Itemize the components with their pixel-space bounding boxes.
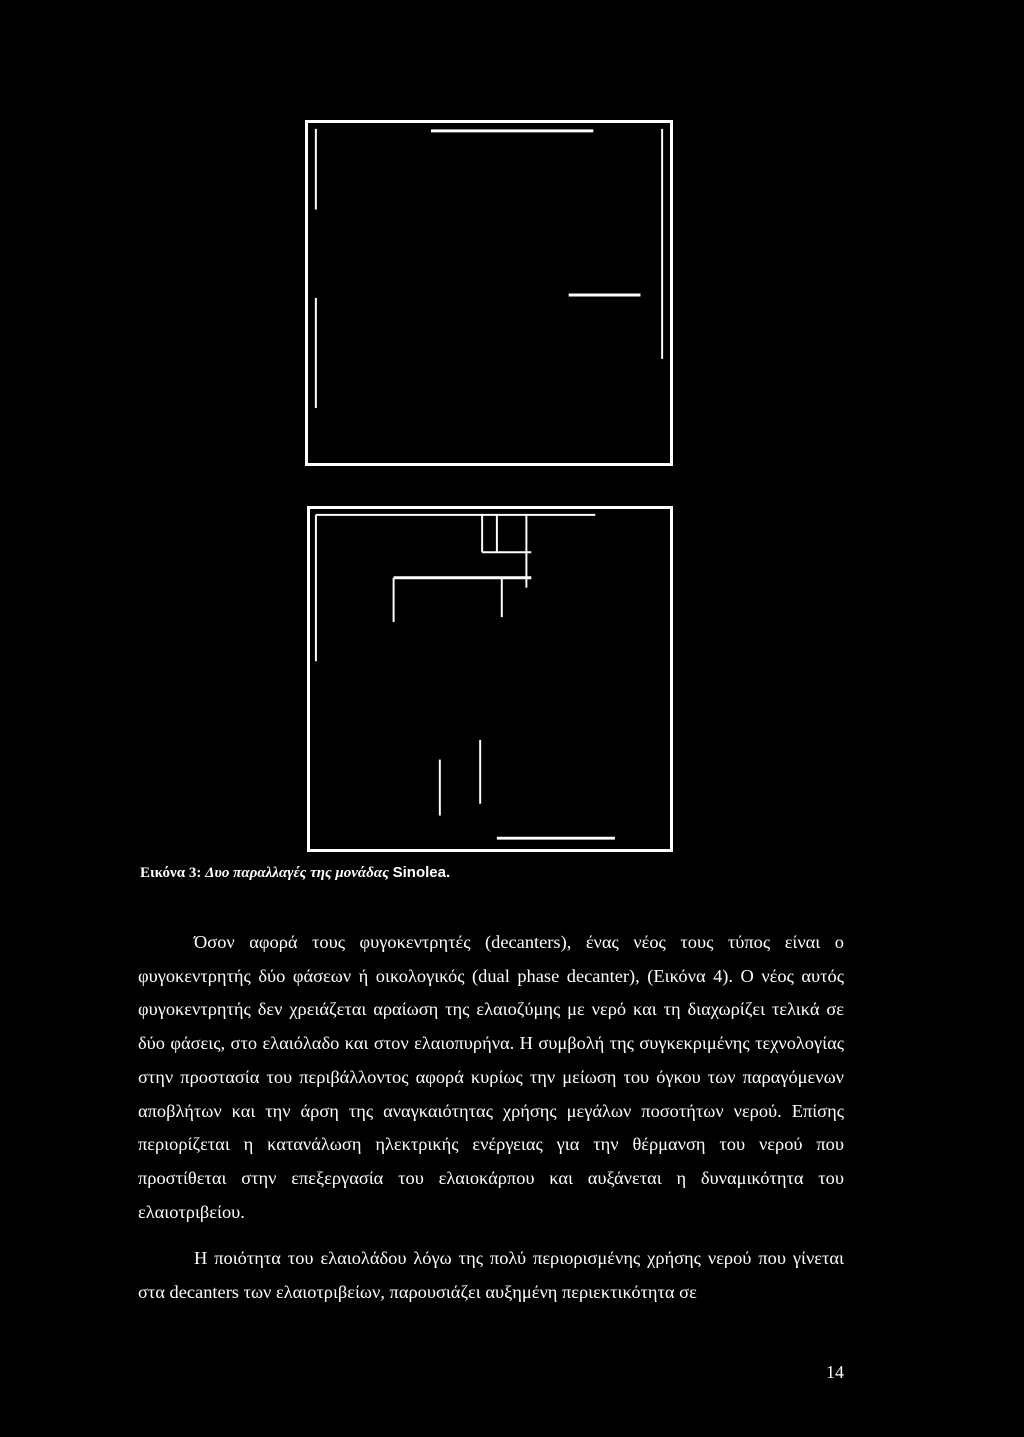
figure-bottom-drawing bbox=[310, 509, 670, 849]
figure-caption bbox=[140, 864, 450, 882]
page-number: 14 bbox=[826, 1362, 844, 1382]
caption-name: Sinolea. bbox=[392, 864, 451, 881]
caption-text: Δυο παραλλαγές της μονάδας bbox=[205, 865, 389, 881]
figure-image-top bbox=[305, 120, 673, 466]
paragraph-text: Η ποιότητα του ελαιολάδου λόγω της πολύ περιορισμένης χρήσης νερού που γίνεται στα decanters των ελαιοτριβείων, παρουσιάζει αυξημένη περιεκτικότητα σε bbox=[138, 1248, 844, 1302]
paragraph-text: Όσον αφορά τους φυγοκεντρητές (decanters), ένας νέος τους τύπος είναι ο φυγοκεντρητής δύο φάσεων ή οικολογικός (dual phase decanter), (Εικόνα 4). Ο νέος αυτός φυγοκεντρητής δεν χρειάζεται αραίωση της ελαιοζύμης με νερό και τη διαχωρίζει τελικά σε δύο φάσεις, στο ελαιόλαδο και στον ελαιοπυρήνα. Η συμβολή της συγκεκριμένης τεχνολογίας στην προστασία του περιβάλλοντος αφορά κυρίως την μείωση του όγκου των παραγόμενων αποβλήτων και την άρση της αναγκαιότητας χρήσης μεγάλων ποσοτήτων νερού. Επίσης περιορίζεται η κατανάλωση ηλεκτρικής ενέργειας για την θέρμανση του νερού που προστίθεται στην επεξεργασία του ελαιοκάρπου και αυξάνεται η δυναμικότητα του ελαιοτριβείου. bbox=[138, 932, 844, 1222]
paragraph-2 bbox=[138, 1242, 844, 1309]
caption-label: Εικόνα 3: bbox=[140, 865, 202, 881]
figure-image-bottom bbox=[307, 506, 673, 852]
paragraph-1 bbox=[138, 926, 844, 1229]
figure-top-drawing bbox=[308, 123, 670, 463]
